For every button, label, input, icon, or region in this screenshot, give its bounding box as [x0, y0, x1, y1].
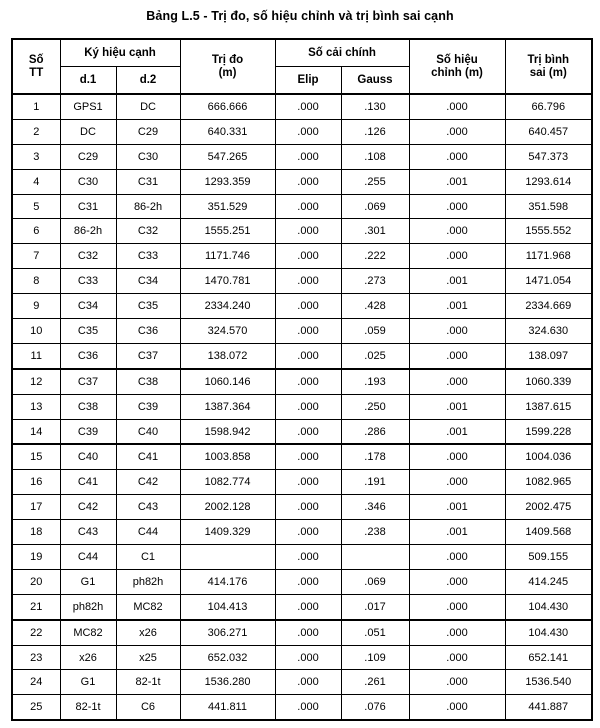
cell-tri_binh_sai: 2002.475 — [505, 495, 592, 520]
header-so-hieu-chinh — [409, 39, 505, 94]
cell-d2: C43 — [116, 495, 180, 520]
cell-stt: 13 — [12, 394, 60, 419]
table-row — [12, 444, 592, 469]
cell-so_hieu_chinh: .000 — [409, 594, 505, 619]
cell-so_hieu_chinh: .001 — [409, 419, 505, 444]
cell-tri_do: 1082.774 — [180, 470, 275, 495]
table-row — [12, 470, 592, 495]
cell-tri_binh_sai: 1471.054 — [505, 269, 592, 294]
cell-elip: .000 — [275, 269, 341, 294]
cell-d2: C34 — [116, 269, 180, 294]
cell-tri_do: 1555.251 — [180, 219, 275, 244]
header-stt-line1: Số — [28, 53, 44, 66]
cell-d1: 86-2h — [60, 219, 116, 244]
cell-so_hieu_chinh: .001 — [409, 169, 505, 194]
table-row — [12, 144, 592, 169]
cell-elip: .000 — [275, 194, 341, 219]
cell-stt: 19 — [12, 545, 60, 570]
cell-gauss: .255 — [341, 169, 409, 194]
cell-tri_do: 1409.329 — [180, 520, 275, 545]
cell-d1: GPS1 — [60, 94, 116, 119]
cell-gauss: .130 — [341, 94, 409, 119]
table-row — [12, 520, 592, 545]
header-so-hieu-chinh-line1: Số hiệu — [436, 53, 478, 66]
data-table — [11, 38, 593, 721]
cell-tri_binh_sai: 324.630 — [505, 319, 592, 344]
cell-tri_binh_sai: 1293.614 — [505, 169, 592, 194]
table-header — [12, 39, 592, 94]
cell-d2: C31 — [116, 169, 180, 194]
cell-d1: C38 — [60, 394, 116, 419]
cell-tri_do: 666.666 — [180, 94, 275, 119]
cell-elip: .000 — [275, 169, 341, 194]
table-row — [12, 169, 592, 194]
cell-elip: .000 — [275, 695, 341, 720]
cell-tri_do: 1536.280 — [180, 670, 275, 695]
table-row — [12, 645, 592, 670]
cell-so_hieu_chinh: .001 — [409, 394, 505, 419]
cell-stt: 12 — [12, 369, 60, 394]
cell-elip: .000 — [275, 219, 341, 244]
cell-gauss: .178 — [341, 444, 409, 469]
cell-so_hieu_chinh: .000 — [409, 119, 505, 144]
cell-tri_do: 652.032 — [180, 645, 275, 670]
cell-tri_binh_sai: 66.796 — [505, 94, 592, 119]
cell-stt: 25 — [12, 695, 60, 720]
header-tri-do-line2: (m) — [218, 66, 237, 79]
cell-gauss: .051 — [341, 620, 409, 645]
table-row — [12, 594, 592, 619]
cell-elip: .000 — [275, 244, 341, 269]
cell-d2: C44 — [116, 520, 180, 545]
cell-elip: .000 — [275, 343, 341, 368]
cell-stt: 22 — [12, 620, 60, 645]
cell-tri_do: 640.331 — [180, 119, 275, 144]
cell-d1: C30 — [60, 169, 116, 194]
cell-so_hieu_chinh: .001 — [409, 269, 505, 294]
cell-d1: C41 — [60, 470, 116, 495]
cell-d1: C34 — [60, 294, 116, 319]
header-tri-do — [180, 39, 275, 94]
cell-tri_do: 2002.128 — [180, 495, 275, 520]
header-so-cai-chinh: Số cải chính — [275, 39, 409, 67]
header-tri-do-line1: Trị đo — [211, 53, 244, 66]
cell-stt: 17 — [12, 495, 60, 520]
cell-so_hieu_chinh: .000 — [409, 569, 505, 594]
cell-gauss: .191 — [341, 470, 409, 495]
cell-d1: C36 — [60, 343, 116, 368]
cell-tri_binh_sai: 1555.552 — [505, 219, 592, 244]
cell-elip: .000 — [275, 470, 341, 495]
cell-d1: C39 — [60, 419, 116, 444]
cell-d1: C32 — [60, 244, 116, 269]
cell-gauss: .261 — [341, 670, 409, 695]
cell-gauss: .222 — [341, 244, 409, 269]
cell-d2: C39 — [116, 394, 180, 419]
cell-d1: C31 — [60, 194, 116, 219]
cell-tri_do: 547.265 — [180, 144, 275, 169]
cell-tri_binh_sai: 351.598 — [505, 194, 592, 219]
cell-so_hieu_chinh: .000 — [409, 144, 505, 169]
cell-stt: 23 — [12, 645, 60, 670]
table-row — [12, 419, 592, 444]
cell-elip: .000 — [275, 495, 341, 520]
cell-d1: C42 — [60, 495, 116, 520]
cell-gauss: .126 — [341, 119, 409, 144]
cell-d2: C1 — [116, 545, 180, 570]
cell-d2: C6 — [116, 695, 180, 720]
header-tri-binh-sai — [505, 39, 592, 94]
table-row — [12, 369, 592, 394]
cell-d2: x25 — [116, 645, 180, 670]
table-row — [12, 294, 592, 319]
cell-gauss: .250 — [341, 394, 409, 419]
cell-tri_do: 1387.364 — [180, 394, 275, 419]
cell-tri_binh_sai: 1536.540 — [505, 670, 592, 695]
cell-d2: ph82h — [116, 569, 180, 594]
cell-elip: .000 — [275, 94, 341, 119]
cell-tri_binh_sai: 1004.036 — [505, 444, 592, 469]
header-tri-binh-sai-line2: sai (m) — [529, 66, 567, 79]
cell-tri_do: 306.271 — [180, 620, 275, 645]
page-title: Bảng L.5 - Trị đo, số hiệu chỉnh và trị bình sai cạnh — [146, 9, 454, 23]
cell-so_hieu_chinh: .000 — [409, 319, 505, 344]
cell-tri_do: 1003.858 — [180, 444, 275, 469]
table-row — [12, 670, 592, 695]
table-row — [12, 394, 592, 419]
table-row — [12, 194, 592, 219]
cell-stt: 20 — [12, 569, 60, 594]
cell-stt: 5 — [12, 194, 60, 219]
cell-stt: 6 — [12, 219, 60, 244]
cell-gauss: .017 — [341, 594, 409, 619]
cell-d2: C30 — [116, 144, 180, 169]
cell-elip: .000 — [275, 645, 341, 670]
table-row — [12, 269, 592, 294]
cell-d1: MC82 — [60, 620, 116, 645]
cell-tri_do — [180, 545, 275, 570]
cell-elip: .000 — [275, 620, 341, 645]
cell-tri_do: 414.176 — [180, 569, 275, 594]
header-d1: d.1 — [60, 67, 116, 95]
cell-elip: .000 — [275, 144, 341, 169]
table-row — [12, 620, 592, 645]
cell-gauss: .346 — [341, 495, 409, 520]
cell-d2: C42 — [116, 470, 180, 495]
header-so-hieu-chinh-line2: chỉnh (m) — [431, 66, 483, 79]
cell-d1: C43 — [60, 520, 116, 545]
cell-tri_do: 1060.146 — [180, 369, 275, 394]
cell-tri_binh_sai: 441.887 — [505, 695, 592, 720]
cell-tri_binh_sai: 1060.339 — [505, 369, 592, 394]
cell-d2: 82-1t — [116, 670, 180, 695]
cell-tri_binh_sai: 1599.228 — [505, 419, 592, 444]
cell-d1: C35 — [60, 319, 116, 344]
cell-so_hieu_chinh: .000 — [409, 219, 505, 244]
cell-d2: DC — [116, 94, 180, 119]
cell-gauss — [341, 545, 409, 570]
header-tri-binh-sai-line1: Trị bình — [527, 53, 570, 66]
table-row — [12, 495, 592, 520]
cell-tri_do: 138.072 — [180, 343, 275, 368]
cell-d1: C29 — [60, 144, 116, 169]
cell-elip: .000 — [275, 369, 341, 394]
cell-tri_binh_sai: 2334.669 — [505, 294, 592, 319]
cell-tri_binh_sai: 104.430 — [505, 594, 592, 619]
cell-elip: .000 — [275, 419, 341, 444]
cell-elip: .000 — [275, 119, 341, 144]
cell-d2: x26 — [116, 620, 180, 645]
cell-so_hieu_chinh: .000 — [409, 695, 505, 720]
cell-so_hieu_chinh: .001 — [409, 495, 505, 520]
cell-d1: G1 — [60, 670, 116, 695]
cell-tri_binh_sai: 509.155 — [505, 545, 592, 570]
cell-stt: 2 — [12, 119, 60, 144]
header-stt — [12, 39, 60, 94]
table-body — [12, 94, 592, 720]
cell-d2: C41 — [116, 444, 180, 469]
cell-elip: .000 — [275, 594, 341, 619]
cell-stt: 15 — [12, 444, 60, 469]
cell-elip: .000 — [275, 394, 341, 419]
table-row — [12, 319, 592, 344]
cell-tri_binh_sai: 547.373 — [505, 144, 592, 169]
cell-d2: MC82 — [116, 594, 180, 619]
cell-tri_binh_sai: 414.245 — [505, 569, 592, 594]
cell-so_hieu_chinh: .000 — [409, 470, 505, 495]
header-stt-line2: TT — [29, 66, 44, 79]
cell-stt: 10 — [12, 319, 60, 344]
cell-gauss: .238 — [341, 520, 409, 545]
cell-gauss: .428 — [341, 294, 409, 319]
cell-d2: C37 — [116, 343, 180, 368]
cell-d2: C38 — [116, 369, 180, 394]
cell-tri_do: 1470.781 — [180, 269, 275, 294]
cell-stt: 4 — [12, 169, 60, 194]
cell-tri_do: 351.529 — [180, 194, 275, 219]
cell-elip: .000 — [275, 294, 341, 319]
table-row — [12, 569, 592, 594]
cell-tri_do: 104.413 — [180, 594, 275, 619]
cell-gauss: .069 — [341, 194, 409, 219]
cell-so_hieu_chinh: .000 — [409, 369, 505, 394]
cell-so_hieu_chinh: .000 — [409, 244, 505, 269]
cell-stt: 1 — [12, 94, 60, 119]
table-row — [12, 119, 592, 144]
cell-so_hieu_chinh: .000 — [409, 444, 505, 469]
cell-stt: 14 — [12, 419, 60, 444]
cell-so_hieu_chinh: .001 — [409, 520, 505, 545]
cell-tri_do: 1171.746 — [180, 244, 275, 269]
cell-gauss: .286 — [341, 419, 409, 444]
cell-tri_do: 1293.359 — [180, 169, 275, 194]
cell-so_hieu_chinh: .000 — [409, 194, 505, 219]
cell-stt: 11 — [12, 343, 60, 368]
cell-elip: .000 — [275, 520, 341, 545]
cell-gauss: .301 — [341, 219, 409, 244]
cell-gauss: .059 — [341, 319, 409, 344]
cell-stt: 9 — [12, 294, 60, 319]
cell-d2: C33 — [116, 244, 180, 269]
cell-gauss: .193 — [341, 369, 409, 394]
cell-tri_binh_sai: 138.097 — [505, 343, 592, 368]
cell-stt: 21 — [12, 594, 60, 619]
cell-stt: 8 — [12, 269, 60, 294]
cell-d1: DC — [60, 119, 116, 144]
cell-tri_binh_sai: 1409.568 — [505, 520, 592, 545]
cell-d2: C32 — [116, 219, 180, 244]
header-elip: Elip — [275, 67, 341, 95]
cell-gauss: .069 — [341, 569, 409, 594]
table-row — [12, 219, 592, 244]
cell-gauss: .109 — [341, 645, 409, 670]
cell-d2: C40 — [116, 419, 180, 444]
cell-d1: C40 — [60, 444, 116, 469]
cell-gauss: .273 — [341, 269, 409, 294]
cell-tri_do: 2334.240 — [180, 294, 275, 319]
header-gauss: Gauss — [341, 67, 409, 95]
cell-so_hieu_chinh: .000 — [409, 545, 505, 570]
cell-tri_binh_sai: 104.430 — [505, 620, 592, 645]
cell-d2: C29 — [116, 119, 180, 144]
cell-elip: .000 — [275, 444, 341, 469]
cell-elip: .000 — [275, 545, 341, 570]
cell-so_hieu_chinh: .000 — [409, 645, 505, 670]
cell-tri_do: 441.811 — [180, 695, 275, 720]
cell-d1: C37 — [60, 369, 116, 394]
cell-tri_binh_sai: 1171.968 — [505, 244, 592, 269]
cell-elip: .000 — [275, 319, 341, 344]
header-row-1 — [12, 39, 592, 67]
cell-tri_do: 1598.942 — [180, 419, 275, 444]
header-d2: d.2 — [116, 67, 180, 95]
table-row — [12, 94, 592, 119]
cell-tri_do: 324.570 — [180, 319, 275, 344]
cell-tri_binh_sai: 1082.965 — [505, 470, 592, 495]
cell-so_hieu_chinh: .000 — [409, 343, 505, 368]
cell-stt: 16 — [12, 470, 60, 495]
cell-so_hieu_chinh: .000 — [409, 670, 505, 695]
cell-stt: 7 — [12, 244, 60, 269]
table-row — [12, 695, 592, 720]
cell-stt: 24 — [12, 670, 60, 695]
cell-elip: .000 — [275, 569, 341, 594]
cell-d1: C44 — [60, 545, 116, 570]
cell-gauss: .108 — [341, 144, 409, 169]
cell-stt: 18 — [12, 520, 60, 545]
cell-tri_binh_sai: 652.141 — [505, 645, 592, 670]
cell-d1: G1 — [60, 569, 116, 594]
cell-d1: 82-1t — [60, 695, 116, 720]
cell-tri_binh_sai: 1387.615 — [505, 394, 592, 419]
cell-d2: C36 — [116, 319, 180, 344]
cell-stt: 3 — [12, 144, 60, 169]
header-ky-hieu-canh: Ký hiệu cạnh — [60, 39, 180, 67]
cell-gauss: .076 — [341, 695, 409, 720]
table-row — [12, 343, 592, 368]
table-row — [12, 545, 592, 570]
cell-elip: .000 — [275, 670, 341, 695]
cell-d2: C35 — [116, 294, 180, 319]
cell-d1: x26 — [60, 645, 116, 670]
cell-gauss: .025 — [341, 343, 409, 368]
cell-so_hieu_chinh: .000 — [409, 94, 505, 119]
table-row — [12, 244, 592, 269]
cell-d2: 86-2h — [116, 194, 180, 219]
cell-d1: C33 — [60, 269, 116, 294]
cell-d1: ph82h — [60, 594, 116, 619]
cell-so_hieu_chinh: .001 — [409, 294, 505, 319]
cell-tri_binh_sai: 640.457 — [505, 119, 592, 144]
cell-so_hieu_chinh: .000 — [409, 620, 505, 645]
